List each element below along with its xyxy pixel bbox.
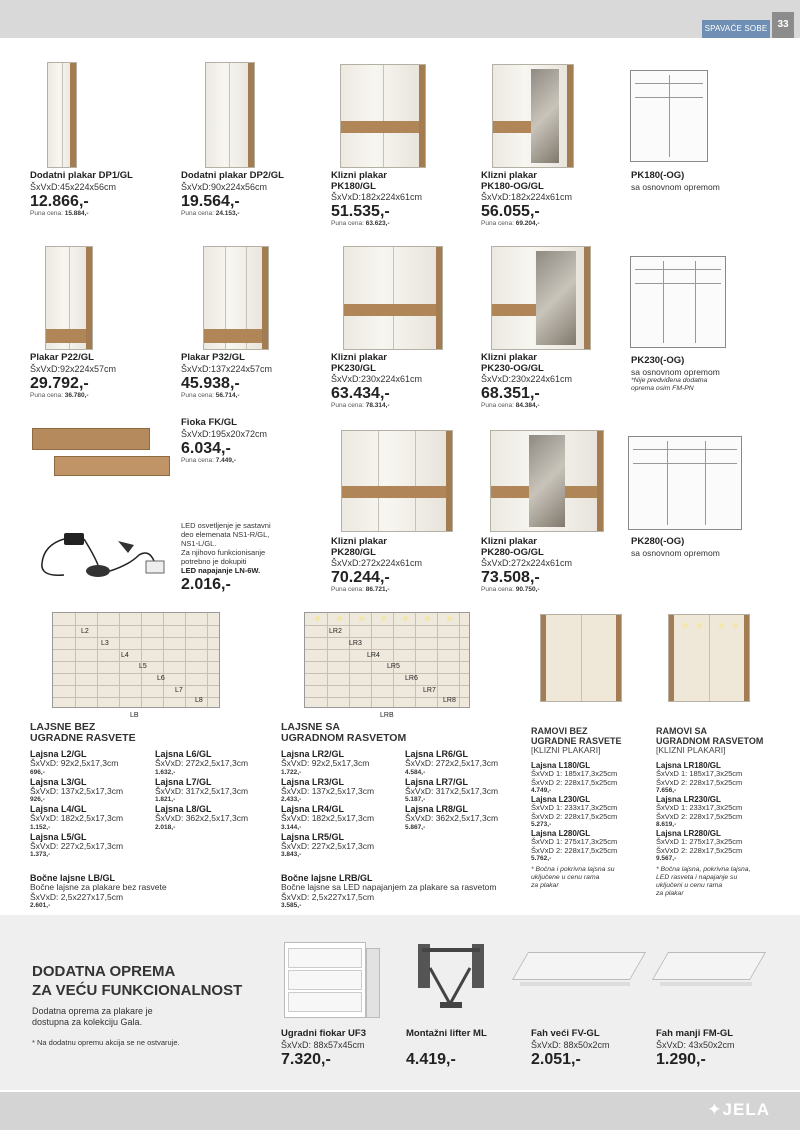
item-name: Lajsna LR2/GL	[281, 749, 345, 759]
product-dim: ŠxVxD:92x224x57cm	[30, 363, 117, 374]
accessory-fv	[531, 1029, 651, 1068]
section-heading: LAJSNE SA	[281, 721, 340, 733]
item-price: 1.152,-	[30, 823, 51, 831]
item-dim: ŠxVxD: 272x2,5x17,3cm	[405, 758, 499, 768]
accessory-name: Ugradni fiokar UF3	[281, 1028, 366, 1039]
section-subheading: [KLIZNI PLAKARI]	[656, 745, 726, 755]
item-name: Lajsna LR8/GL	[405, 804, 469, 814]
item-price: 2.018,-	[155, 823, 176, 831]
lajsna-label: L4	[121, 652, 129, 659]
lajsna-label: L2	[81, 628, 89, 635]
diagram-label: LB	[130, 712, 139, 719]
item-price: 2.433,-	[281, 796, 302, 803]
lajsna-label: L3	[101, 640, 109, 647]
item-name: Lajsna LR3/GL	[281, 776, 345, 787]
item-price: 2.601,-	[30, 902, 51, 909]
item-price: 3.144,-	[281, 823, 302, 831]
drawer-image	[32, 424, 170, 482]
item-name: Lajsna L8/GL	[155, 804, 212, 814]
sketch-sub: sa osnovnom opremom	[631, 547, 720, 558]
item-price: 5.187,-	[405, 796, 426, 803]
sketch-pk280	[628, 436, 742, 530]
product-pk230	[331, 353, 471, 410]
accessory-fm	[656, 1029, 776, 1068]
sketch-sub: sa osnovnom opremom	[631, 366, 720, 377]
shelf-large-image	[520, 952, 638, 998]
item-dim: ŠxVxD: 272x2,5x17,3cm	[155, 758, 249, 768]
item-name: Lajsna L180/GL	[531, 761, 591, 770]
full-price: 63.623,-	[365, 220, 390, 227]
band-title: DODATNA OPREMA	[32, 963, 176, 980]
item-price: 5.867,-	[405, 823, 426, 831]
item-name: Lajsna L5/GL	[30, 831, 87, 842]
lajsna-label: LR5	[387, 663, 400, 670]
product-dim: ŠxVxD:272x224x61cm	[481, 558, 573, 568]
product-image-p32	[203, 246, 269, 350]
full-label: Puna cena:	[181, 209, 214, 217]
product-image-dp2	[205, 62, 255, 168]
full-label: Puna cena:	[181, 391, 214, 399]
accessory-ml	[406, 1029, 526, 1068]
footer-bar	[0, 1092, 800, 1130]
lajsna-label: LR7	[423, 687, 436, 694]
product-dim: ŠxVxD:182x224x61cm	[331, 192, 423, 202]
product-image-pk280	[341, 430, 453, 532]
full-label: Puna cena:	[181, 456, 214, 464]
item-desc: Bočne lajsne sa LED napajanjem za plakare sa rasvetom	[281, 882, 497, 892]
product-dim: ŠxVxD:182x224x61cm	[481, 192, 573, 202]
product-name: Klizni plakar	[331, 536, 387, 547]
item-price: 696,-	[30, 768, 45, 776]
product-image-pk230-og	[491, 246, 591, 350]
led-info	[181, 521, 326, 593]
accessory-dim: ŠxVxD: 88x57x45cm	[281, 1039, 365, 1050]
product-pk280	[331, 537, 471, 594]
sketch-name: PK180(-OG)	[631, 170, 685, 181]
product-pk230-og	[481, 353, 621, 410]
product-name: Klizni plakar	[481, 536, 537, 547]
ramovi-sa-image	[668, 614, 750, 702]
jela-logo	[707, 1100, 770, 1120]
product-name: Dodatni plakar DP1/GL	[30, 170, 133, 181]
product-p22	[30, 353, 170, 400]
full-price: 86.721,-	[365, 586, 390, 593]
product-price: 70.244,-	[331, 569, 390, 586]
shelf-small-image	[660, 952, 760, 998]
note: za plakar	[531, 882, 559, 889]
ramovi-sa-section	[656, 726, 786, 898]
led-text: Za njihovo funkcionisanje	[181, 548, 266, 557]
item-name: Lajsna LR180/GL	[656, 761, 721, 770]
led-power-image	[34, 525, 174, 585]
product-name: Klizni plakar	[481, 170, 537, 181]
full-price: 15.884,-	[64, 209, 89, 217]
product-name: Fioka FK/GL	[181, 417, 237, 428]
item-price: 4.749,-	[531, 787, 552, 794]
led-text: potrebno je dokupiti	[181, 557, 247, 566]
accessory-price: 2.051,-	[531, 1050, 581, 1068]
full-price: 36.780,-	[64, 391, 89, 399]
sketch-note: *Nije predviđena dodatna	[631, 376, 708, 384]
product-price: 29.792,-	[30, 374, 89, 392]
accessory-price: 4.419,-	[406, 1050, 456, 1068]
ramovi-bez-section	[531, 726, 651, 890]
product-price: 51.535,-	[331, 203, 390, 220]
item-dim: ŠxVxD: 362x2,5x17,3cm	[155, 813, 249, 823]
sketch-label-pk180	[631, 171, 781, 192]
product-dim: ŠxVxD:137x224x57cm	[181, 363, 273, 374]
item-price: 926,-	[30, 796, 45, 803]
band-title: ZA VEĆU FUNKCIONALNOST	[32, 982, 243, 999]
sketch-sub: sa osnovnom opremom	[631, 181, 720, 192]
product-code: PK180/GL	[331, 180, 376, 192]
full-label: Puna cena:	[331, 402, 364, 409]
section-heading: RAMOVI BEZ	[531, 726, 588, 736]
item-name: Lajsna L6/GL	[155, 749, 212, 759]
product-code: PK230-OG/GL	[481, 362, 544, 374]
product-pk180	[331, 171, 471, 228]
item-price: 5.273,-	[531, 821, 552, 828]
product-name: Dodatni plakar DP2/GL	[181, 170, 284, 181]
section-subheading: [KLIZNI PLAKARI]	[531, 745, 601, 755]
section-heading: LAJSNE BEZ	[30, 721, 96, 733]
product-code: PK230/GL	[331, 362, 376, 374]
lajsne-bez-diagram	[52, 612, 220, 708]
led-text: LED osvetljenje je sastavni	[181, 521, 271, 530]
item-dim: ŠxVxD: 2,5x227x17,5cm	[281, 891, 375, 902]
item-dim: ŠxVxD 2: 228x17,5x25cm	[656, 845, 743, 855]
item-dim: ŠxVxD: 227x2,5x17,3cm	[30, 840, 124, 851]
accessory-name: Fah veći FV-GL	[531, 1028, 600, 1039]
item-desc: Bočne lajsne za plakare bez rasvete	[30, 882, 167, 892]
full-price: 24.153,-	[215, 209, 240, 217]
sketch-note: oprema osim FM-PN	[631, 384, 694, 392]
product-price: 56.055,-	[481, 203, 540, 220]
product-image-pk180-og	[492, 64, 574, 168]
drawer-unit-image	[284, 942, 384, 1018]
product-price: 73.508,-	[481, 569, 540, 586]
lajsna-label: L6	[157, 675, 165, 682]
sketch-label-pk280	[631, 537, 781, 558]
product-image-pk230	[343, 246, 443, 350]
accessory-dim: ŠxVxD: 88x50x2cm	[531, 1039, 610, 1050]
item-dim: ŠxVxD: 362x2,5x17,3cm	[405, 813, 499, 823]
item-dim: ŠxVxD 2: 228x17,5x25cm	[656, 777, 743, 787]
product-pk280-og	[481, 537, 621, 594]
item-price: 1.632,-	[155, 768, 176, 776]
section-heading: UGRADNOM RASVETOM	[281, 732, 407, 744]
sketch-pk180	[630, 70, 708, 162]
lajsna-label: LR6	[405, 675, 418, 682]
page-number: 33	[772, 12, 794, 38]
item-price: 3.585,-	[281, 902, 302, 909]
item-name: Lajsna LR4/GL	[281, 804, 345, 814]
item-price: 3.843,-	[281, 851, 302, 858]
lajsne-bez-col1	[30, 749, 150, 859]
product-price: 19.564,-	[181, 192, 240, 210]
sketch-name: PK230(-OG)	[631, 355, 685, 366]
note: LED rasveta i napajanje su	[656, 874, 738, 881]
product-price: 63.434,-	[331, 385, 390, 402]
product-image-p22	[45, 246, 93, 350]
full-label: Puna cena:	[30, 391, 63, 399]
product-p32	[181, 353, 321, 400]
lajsne-sa-col2	[405, 749, 525, 832]
product-name: Klizni plakar	[331, 352, 387, 363]
product-dim: ŠxVxD:195x20x72cm	[181, 428, 268, 439]
item-dim: ŠxVxD 2: 228x17,5x25cm	[531, 845, 618, 855]
diagram-label: LRB	[380, 712, 394, 719]
product-dim: ŠxVxD:230x224x61cm	[481, 374, 573, 384]
header-bar	[0, 0, 800, 38]
section-heading: RAMOVI SA	[656, 726, 708, 736]
product-dim: ŠxVxD:230x224x61cm	[331, 374, 423, 384]
item-name: Lajsna LR280/GL	[656, 829, 721, 838]
note: * Bočna lajsna, pokrivna lajsna,	[656, 866, 751, 873]
ramovi-bez-image	[540, 614, 622, 702]
item-price: 1.821,-	[155, 796, 176, 803]
full-price: 90.750,-	[515, 586, 540, 593]
product-image-pk280-og	[490, 430, 604, 532]
product-price: 12.866,-	[30, 192, 89, 210]
item-dim: ŠxVxD 2: 228x17,5x25cm	[656, 811, 743, 821]
item-dim: ŠxVxD: 182x2,5x17,3cm	[281, 813, 375, 823]
accessory-price: 1.290,-	[656, 1050, 706, 1068]
note: * Bočna i pokrivna lajsna su	[531, 866, 615, 873]
accessory-name: Montažni lifter ML	[406, 1028, 487, 1039]
item-dim: ŠxVxD 1: 185x17,3x25cm	[656, 769, 743, 778]
item-dim: ŠxVxD 1: 185x17,3x25cm	[531, 769, 618, 778]
product-fk	[181, 418, 321, 465]
accessory-dim	[406, 1040, 526, 1050]
led-text: deo elemenata NS1-R/GL,	[181, 530, 270, 539]
sketch-name: PK280(-OG)	[631, 536, 685, 547]
item-name: Lajsna LR5/GL	[281, 831, 345, 842]
lajsna-label: L5	[139, 663, 147, 670]
full-price: 84.384,-	[515, 402, 540, 409]
section-heading: UGRADNE RASVETE	[531, 736, 622, 746]
note: za plakar	[656, 890, 684, 897]
lajsne-sa-diagram	[304, 612, 470, 708]
full-label: Puna cena:	[30, 209, 63, 217]
full-price: 7.449,-	[215, 456, 236, 464]
led-price: 2.016,-	[181, 576, 231, 593]
lajsne-sa-side	[281, 873, 526, 910]
product-dp2	[181, 171, 321, 218]
product-code: PK280/GL	[331, 546, 376, 558]
item-dim: ŠxVxD: 92x2,5x17,3cm	[30, 758, 119, 768]
item-price: 1.373,-	[30, 851, 51, 858]
logo-text: JELA	[722, 1100, 770, 1119]
accessory-uf3	[281, 1029, 401, 1068]
accessory-dim: ŠxVxD: 43x50x2cm	[656, 1039, 735, 1050]
item-name: Lajsna LR7/GL	[405, 776, 469, 787]
product-dim: ŠxVxD:45x224x56cm	[30, 181, 117, 192]
lajsne-sa-section	[281, 722, 521, 744]
product-name: Klizni plakar	[481, 352, 537, 363]
item-dim: ŠxVxD 2: 228x17,5x25cm	[531, 811, 618, 821]
item-dim: ŠxVxD: 317x2,5x17,3cm	[405, 785, 499, 796]
accessory-name: Fah manji FM-GL	[656, 1028, 734, 1039]
led-text: LED napajanje LN-6W.	[181, 566, 261, 575]
product-price: 6.034,-	[181, 439, 231, 457]
lajsna-label: LR4	[367, 652, 380, 659]
product-dp1	[30, 171, 170, 218]
lajsne-bez-side	[30, 873, 270, 910]
item-name: Lajsna L3/GL	[30, 776, 87, 787]
item-dim: ŠxVxD 1: 233x17,3x25cm	[531, 803, 618, 812]
full-price: 56.714,-	[215, 391, 240, 399]
item-price: 5.762,-	[531, 855, 552, 862]
full-label: Puna cena:	[481, 402, 514, 409]
full-label: Puna cena:	[331, 220, 364, 227]
product-image-pk180	[340, 64, 426, 168]
full-label: Puna cena:	[481, 586, 514, 593]
lajsne-sa-col1	[281, 749, 403, 859]
product-code: PK280-OG/GL	[481, 546, 544, 558]
item-dim: ŠxVxD: 137x2,5x17,3cm	[281, 785, 375, 796]
product-price: 68.351,-	[481, 385, 540, 402]
accessories-intro	[32, 962, 272, 1047]
item-name: Bočne lajsne LB/GL	[30, 873, 116, 883]
item-dim: ŠxVxD 2: 228x17,5x25cm	[531, 777, 618, 787]
product-name: Plakar P32/GL	[181, 352, 245, 363]
lajsna-label: LR8	[443, 697, 456, 704]
item-dim: ŠxVxD: 182x2,5x17,3cm	[30, 813, 124, 823]
item-name: Lajsna L2/GL	[30, 749, 87, 759]
item-name: Lajsna L280/GL	[531, 829, 591, 838]
band-text: dostupna za kolekciju Gala.	[32, 1017, 143, 1027]
lajsna-label: LR2	[329, 628, 342, 635]
item-price: 7.656,-	[656, 787, 677, 794]
product-dim: ŠxVxD:90x224x56cm	[181, 181, 268, 192]
product-code: PK180-OG/GL	[481, 180, 544, 192]
item-name: Lajsna L230/GL	[531, 795, 591, 804]
item-dim: ŠxVxD: 92x2,5x17,3cm	[281, 758, 370, 768]
item-dim: ŠxVxD: 137x2,5x17,3cm	[30, 785, 124, 796]
lajsna-label: L8	[195, 697, 203, 704]
lifter-image	[410, 938, 490, 1020]
product-dim: ŠxVxD:272x224x61cm	[331, 558, 423, 568]
item-dim: ŠxVxD 1: 275x17,3x25cm	[531, 837, 618, 846]
item-dim: ŠxVxD 1: 233x17,3x25cm	[656, 803, 743, 812]
item-dim: ŠxVxD: 2,5x227x17,5cm	[30, 891, 124, 902]
item-name: Lajsna LR230/GL	[656, 795, 721, 804]
item-price: 4.584,-	[405, 768, 426, 776]
item-price: 9.567,-	[656, 855, 677, 862]
full-label: Puna cena:	[331, 586, 364, 593]
item-name: Lajsna L4/GL	[30, 804, 87, 814]
product-pk180-og	[481, 171, 621, 228]
product-price: 45.938,-	[181, 374, 240, 392]
logo-mark-icon: ✦	[707, 1100, 723, 1119]
item-price: 1.722,-	[281, 768, 302, 776]
item-name: Bočne lajsne LRB/GL	[281, 873, 373, 883]
full-price: 78.314,-	[365, 402, 390, 409]
lajsna-label: LR3	[349, 640, 362, 647]
lajsna-label: L7	[175, 687, 183, 694]
item-dim: ŠxVxD: 227x2,5x17,3cm	[281, 840, 375, 851]
item-dim: ŠxVxD: 317x2,5x17,3cm	[155, 785, 249, 796]
section-heading: UGRADNOM RASVETOM	[656, 736, 764, 746]
product-name: Klizni plakar	[331, 170, 387, 181]
full-label: Puna cena:	[481, 220, 514, 227]
lajsne-bez-col2	[155, 749, 275, 832]
note: uključeni u cenu rama	[656, 882, 723, 889]
lajsne-bez-section	[30, 722, 270, 744]
sketch-label-pk230	[631, 356, 781, 393]
item-dim: ŠxVxD 1: 275x17,3x25cm	[656, 837, 743, 846]
sketch-pk230	[630, 256, 726, 348]
note: uključene u cenu rama	[531, 874, 600, 881]
section-heading: UGRADNE RASVETE	[30, 732, 136, 744]
product-name: Plakar P22/GL	[30, 352, 94, 363]
item-name: Lajsna LR6/GL	[405, 749, 469, 759]
band-note: * Na dodatnu opremu akcija se ne ostvaruje.	[32, 1038, 180, 1047]
band-text: Dodatna oprema za plakare je	[32, 1006, 153, 1016]
accessory-price: 7.320,-	[281, 1050, 331, 1068]
full-price: 69.204,-	[515, 220, 540, 227]
led-text: NS1-L/GL.	[181, 539, 217, 548]
item-name: Lajsna L7/GL	[155, 776, 212, 787]
section-tag: SPAVAĆE SOBE	[702, 20, 770, 38]
item-price: 8.619,-	[656, 821, 677, 828]
product-image-dp1	[47, 62, 77, 168]
